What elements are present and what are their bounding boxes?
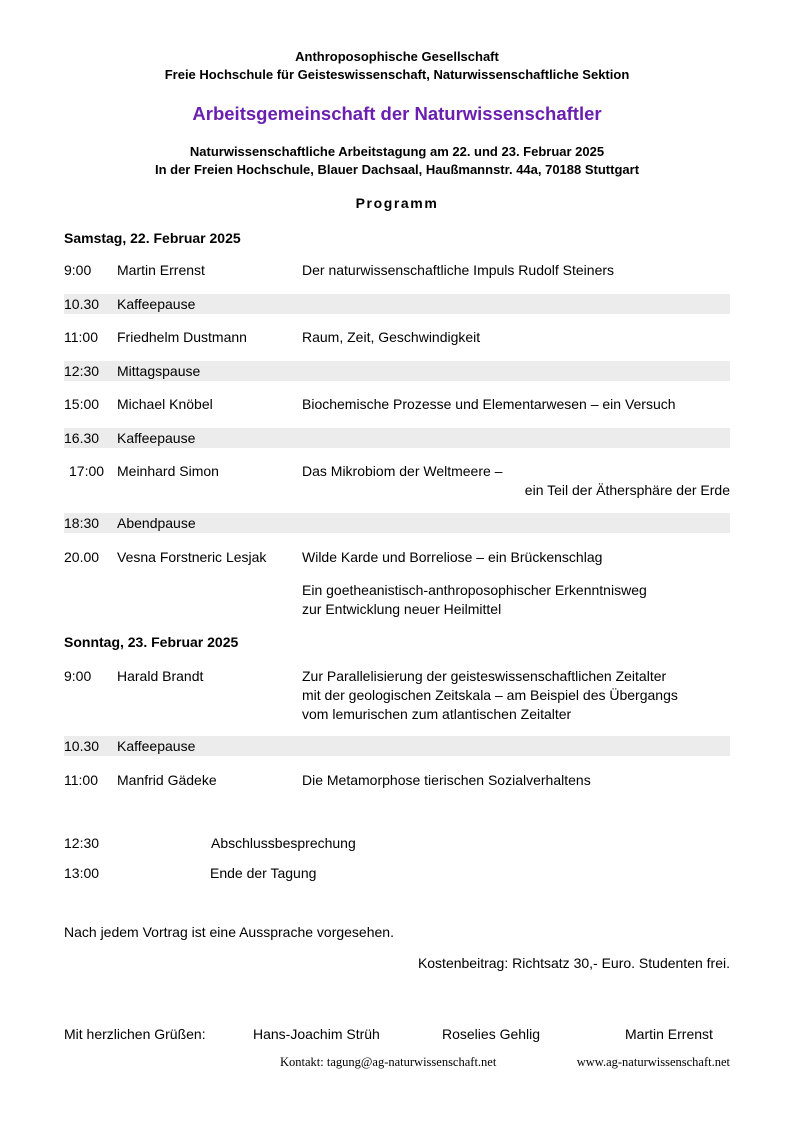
row-time: 18:30	[64, 515, 100, 531]
row-time: 9:00	[64, 262, 92, 278]
row-time: 20.00	[64, 549, 100, 565]
schedule-row	[64, 394, 730, 414]
schedule-row	[64, 770, 730, 790]
row-closing-label: Abschlussbesprechung	[211, 835, 356, 851]
organization-section: Freie Hochschule für Geisteswissenschaft, Naturwissenschaftliche Sektion	[164, 67, 630, 82]
row-talk-title-continued: mit der geologischen Zeitskala – am Beispiel des Übergangs	[302, 687, 678, 703]
contact-website[interactable]: www.ag-naturwissenschaft.net	[576, 1055, 730, 1069]
row-speaker: Friedhelm Dustmann	[117, 329, 247, 345]
row-speaker: Martin Errenst	[117, 262, 205, 278]
discussion-note: Nach jedem Vortrag ist eine Aussprache vorgesehen.	[64, 924, 394, 940]
row-speaker: Michael Knöbel	[117, 396, 213, 412]
break-row	[64, 736, 730, 756]
greeting: Mit herzlichen Grüßen:	[64, 1026, 206, 1042]
day1-heading: Samstag, 22. Februar 2025	[64, 230, 241, 246]
row-time: 11:00	[64, 329, 98, 345]
talk-subtitle-line: Ein goetheanistisch-anthroposophischer Erkenntnisweg	[302, 582, 647, 598]
schedule-row	[64, 547, 730, 567]
row-talk-title-continued: vom lemurischen zum atlantischen Zeitalter	[302, 706, 572, 722]
break-row	[64, 513, 730, 533]
break-row	[64, 361, 730, 381]
signatory-name: Roselies Gehlig	[442, 1026, 541, 1042]
event-title: Naturwissenschaftliche Arbeitstagung am 22. und 23. Februar 2025	[189, 144, 605, 159]
row-break-label: Kaffeepause	[117, 430, 196, 446]
page-title: Arbeitsgemeinschaft der Naturwissenschaftler	[192, 103, 602, 124]
row-talk-title: Der naturwissenschaftliche Impuls Rudolf Steiners	[302, 262, 615, 278]
row-time: 13:00	[64, 865, 100, 881]
break-row	[64, 428, 730, 448]
row-break-label: Kaffeepause	[117, 296, 196, 312]
row-break-label: Abendpause	[117, 515, 196, 531]
row-time: 12:30	[64, 363, 100, 379]
row-speaker: Harald Brandt	[117, 668, 204, 684]
organization-name: Anthroposophische Gesellschaft	[295, 49, 499, 64]
contact-email[interactable]: Kontakt: tagung@ag-naturwissenschaft.net	[280, 1055, 497, 1069]
closing-row	[64, 833, 730, 853]
row-break-label: Kaffeepause	[117, 738, 196, 754]
row-time: 15:00	[64, 396, 100, 412]
row-talk-title: Biochemische Prozesse und Elementarwesen – ein Versuch	[302, 396, 676, 412]
closing-row	[64, 863, 730, 883]
signatory-name: Hans-Joachim Strüh	[253, 1026, 380, 1042]
row-time: 16.30	[64, 430, 100, 446]
row-talk-title: Raum, Zeit, Geschwindigkeit	[302, 329, 481, 345]
event-location: In der Freien Hochschule, Blauer Dachsaal, Haußmannstr. 44a, 70188 Stuttgart	[154, 162, 640, 177]
schedule-row	[64, 327, 730, 347]
row-speaker: Manfrid Gädeke	[117, 772, 217, 788]
break-row	[64, 294, 730, 314]
row-time: 9:00	[64, 668, 92, 684]
fee-note: Kostenbeitrag: Richtsatz 30,- Euro. Studenten frei.	[417, 955, 730, 971]
row-time: 12:30	[64, 835, 100, 851]
row-time: 17:00	[69, 463, 105, 479]
row-time: 10.30	[64, 738, 100, 754]
schedule-row	[64, 260, 730, 280]
row-talk-title-continued: ein Teil der Äthersphäre der Erde	[524, 482, 730, 498]
row-talk-title: Wilde Karde und Borreliose – ein Brückenschlag	[302, 549, 603, 565]
row-talk-title: Zur Parallelisierung der geisteswissenschaftlichen Zeitalter	[302, 668, 667, 684]
talk-subtitle-line: zur Entwicklung neuer Heilmittel	[302, 601, 502, 617]
row-break-label: Mittagspause	[117, 363, 201, 379]
schedule-row	[64, 666, 730, 686]
row-speaker: Meinhard Simon	[117, 463, 219, 479]
row-talk-title: Die Metamorphose tierischen Sozialverhaltens	[302, 772, 591, 788]
row-time: 11:00	[64, 772, 98, 788]
programm-heading: Programm	[355, 195, 439, 211]
row-speaker: Vesna Forstneric Lesjak	[117, 549, 267, 565]
row-closing-label: Ende der Tagung	[210, 865, 317, 881]
row-time: 10.30	[64, 296, 100, 312]
row-talk-title: Das Mikrobiom der Weltmeere –	[302, 463, 503, 479]
schedule-row	[64, 461, 730, 481]
signatory-name: Martin Errenst	[625, 1026, 713, 1042]
day2-heading: Sonntag, 23. Februar 2025	[64, 634, 239, 650]
